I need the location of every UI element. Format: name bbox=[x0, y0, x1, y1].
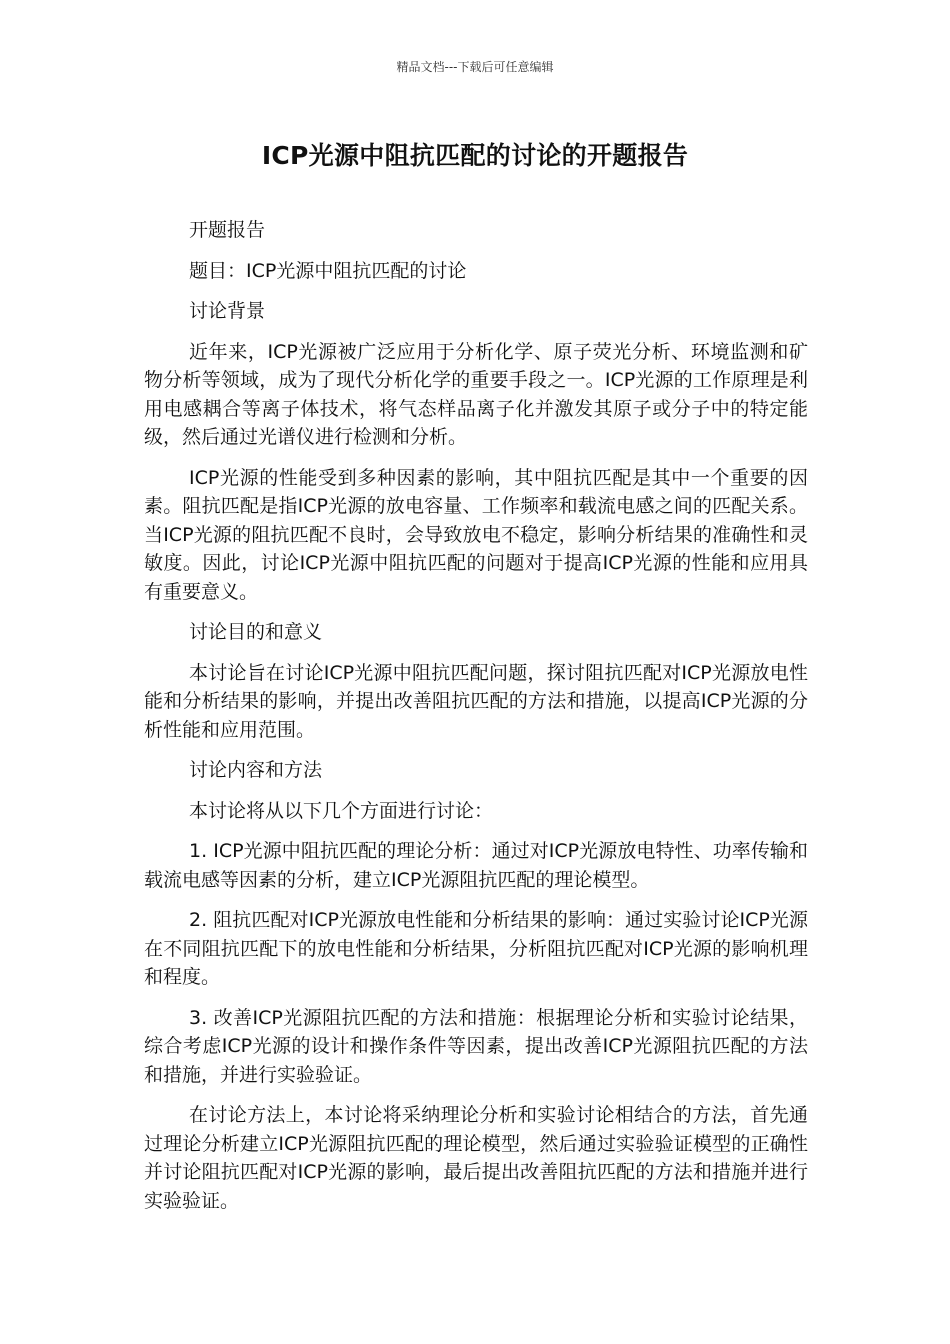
section-heading-purpose: 讨论目的和意义 bbox=[189, 621, 323, 643]
section-heading-background: 讨论背景 bbox=[189, 300, 266, 322]
document-title: ICP光源中阻抗匹配的讨论的开题报告 bbox=[261, 141, 689, 170]
paragraph-method: 在讨论方法上，本讨论将采纳理论分析和实验讨论相结合的方法，首先通过理论分析建立ICP光源阻抗匹配的理论模型，然后通过实验验证模型的正确性并讨论阻抗匹配对ICP光源的影响，最后提出改善阻抗匹配的方法和措施并进行实验验证。 bbox=[144, 1104, 808, 1212]
paragraph-purpose: 本讨论旨在讨论ICP光源中阻抗匹配问题，探讨阻抗匹配对ICP光源放电性能和分析结果的影响，并提出改善阻抗匹配的方法和措施，以提高ICP光源的分析性能和应用范围。 bbox=[144, 661, 808, 741]
paragraph-content-intro: 本讨论将从以下几个方面进行讨论： bbox=[189, 799, 494, 822]
page-header: 精品文档---下载后可任意编辑 bbox=[396, 60, 554, 74]
list-item-3: 3. 改善ICP光源阻抗匹配的方法和措施：根据理论分析和实验讨论结果，综合考虑ICP光源的设计和操作条件等因素，提出改善ICP光源阻抗匹配的方法和措施，并进行实验验证。 bbox=[144, 1006, 808, 1086]
list-item-2: 2. 阻抗匹配对ICP光源放电性能和分析结果的影响：通过实验讨论ICP光源在不同阻抗匹配下的放电性能和分析结果，分析阻抗匹配对ICP光源的影响机理和程度。 bbox=[144, 909, 808, 988]
topic-line: 题目：ICP光源中阻抗匹配的讨论 bbox=[189, 259, 467, 282]
list-item-1: 1. ICP光源中阻抗匹配的理论分析：通过对ICP光源放电特性、功率传输和载流电感等因素的分析，建立ICP光源阻抗匹配的理论模型。 bbox=[144, 840, 808, 891]
document-body bbox=[144, 216, 808, 1227]
section-heading-content: 讨论内容和方法 bbox=[189, 759, 323, 781]
section-heading-report: 开题报告 bbox=[189, 219, 266, 241]
paragraph-background-2: ICP光源的性能受到多种因素的影响，其中阻抗匹配是其中一个重要的因素。阻抗匹配是指ICP光源的放电容量、工作频率和载流电感之间的匹配关系。当ICP光源的阻抗匹配不良时，会导致放电不稳定，影响分析结果的准确性和灵敏度。因此，讨论ICP光源中阻抗匹配的问题对于提高ICP光源的性能和应用具有重要意义。 bbox=[144, 466, 808, 603]
paragraph-background-1: 近年来，ICP光源被广泛应用于分析化学、原子荧光分析、环境监测和矿物分析等领域，成为了现代分析化学的重要手段之一。ICP光源的工作原理是利用电感耦合等离子体技术，将气态样品离子化并激发其原子或分子中的特定能级，然后通过光谱仪进行检测和分析。 bbox=[144, 340, 808, 448]
